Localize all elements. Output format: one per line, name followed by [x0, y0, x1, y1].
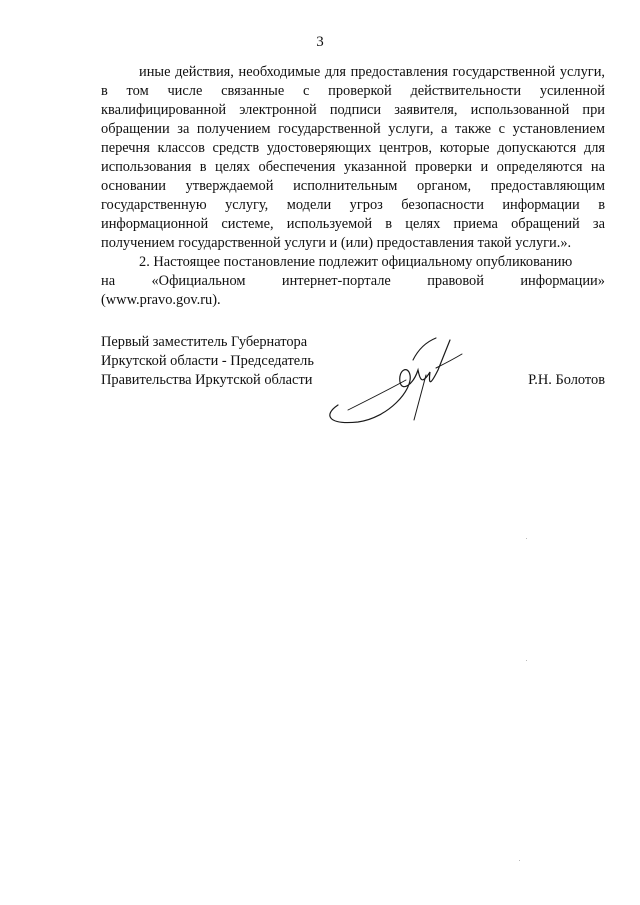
scan-speck [519, 860, 520, 861]
paragraph-publication-line3: (www.pravo.gov.ru). [101, 292, 221, 308]
scan-speck [526, 660, 527, 661]
signer-title-line: Иркутской области - Председатель [101, 353, 314, 369]
paragraph-publication-line2 [101, 272, 605, 291]
word: правовой [427, 273, 484, 289]
signer-name: Р.Н. Болотов [528, 372, 605, 388]
paragraph-publication-line1: 2. Настоящее постановление подлежит официальному опубликованию [139, 254, 573, 270]
paragraph-continuation: иные действия, необходимые для предоставления государственной услуги, в том числе связанные с проверкой действительности усиленной квалифицированной электронной подписи заявителя, использованной при обращении за получением государственной услуги, а также с установлением перечня классов средств удостоверяющих центров, которые допускаются для использования в целях обеспечения указанной проверки и определяются на основании утверждаемой исполнительным органом, предоставляющим государственную услугу, модели угроз безопасности информации в информационной системе, используемой в целях приема обращений за получением государственной услуги и (или) предоставления такой услуги.». [101, 64, 605, 251]
signer-title-line: Правительства Иркутской области [101, 372, 313, 388]
word: «Официальном [151, 273, 246, 289]
word: информации» [520, 273, 605, 289]
handwritten-signature-icon [318, 330, 468, 430]
page-number: 3 [316, 34, 324, 50]
word: интернет-портале [281, 273, 391, 289]
document-body [101, 63, 605, 310]
word: на [101, 273, 116, 289]
scan-speck [526, 538, 527, 539]
signer-title-line: Первый заместитель Губернатора [101, 334, 308, 350]
